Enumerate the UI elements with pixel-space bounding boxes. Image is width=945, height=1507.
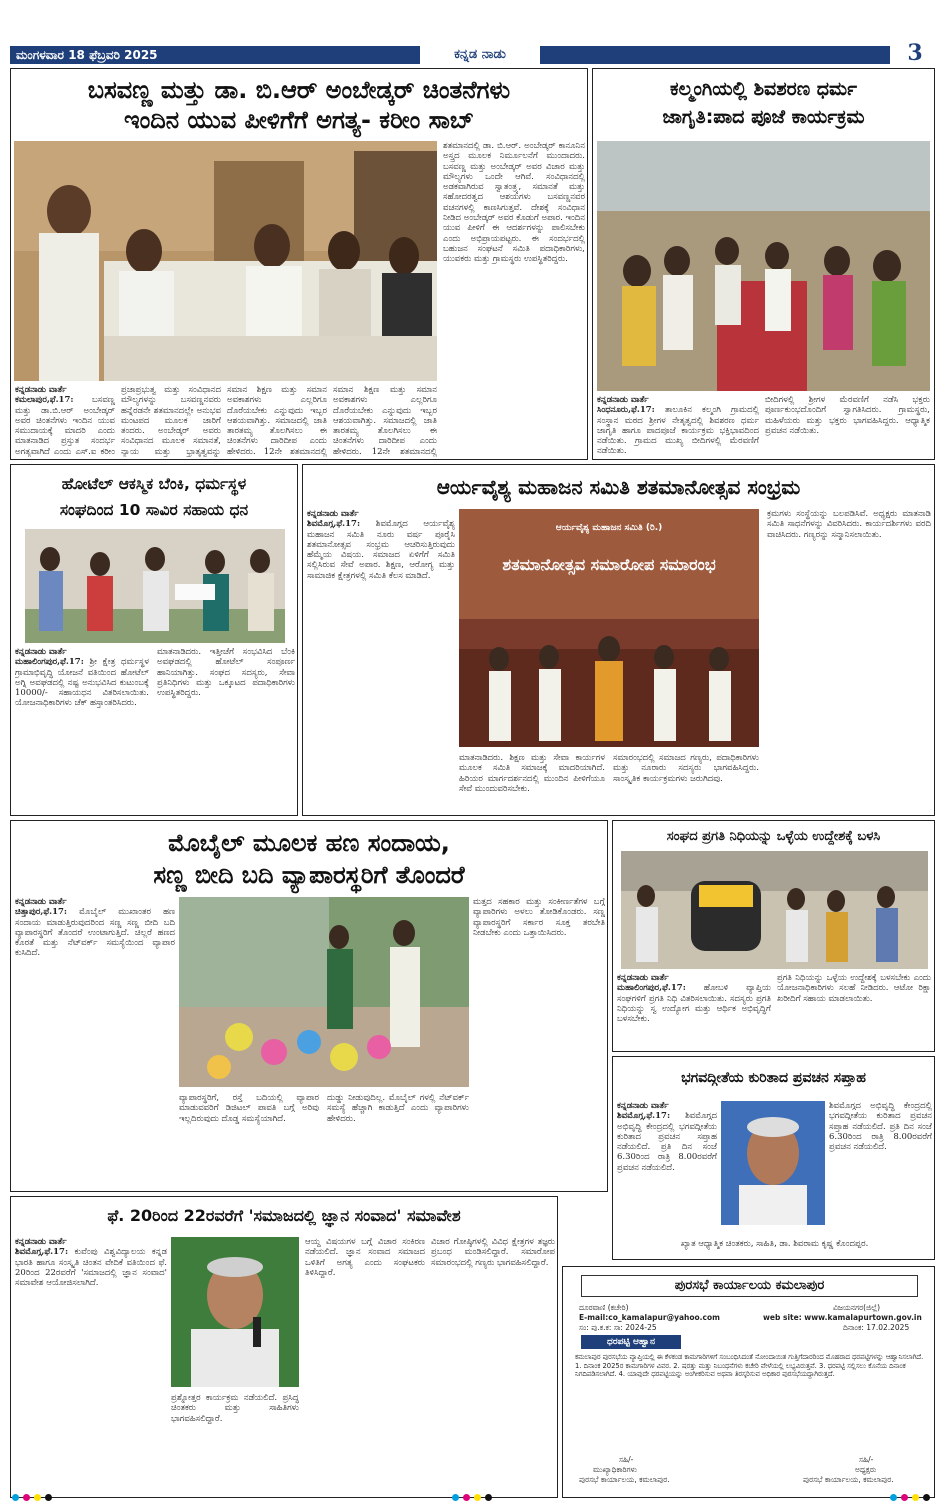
- byline: ಕನ್ನಡನಾಡು ವಾರ್ತೆ: [15, 897, 67, 907]
- notice-title: ಪುರಸಭೆ ಕಾರ್ಯಾಲಯ ಕಮಲಾಪುರ: [581, 1275, 918, 1297]
- story-aryavyshya: [302, 464, 935, 816]
- story-aryavyshya-below-right: ಸಮಾರಂಭದಲ್ಲಿ ಸಮಾಜದ ಗಣ್ಯರು, ಪದಾಧಿಕಾರಿಗಳು ಮತ್ತು ನೂರಾರು ಸದಸ್ಯರು ಭಾಗವಹಿಸಿದ್ದರು. ಸಾಂಸ್ಕೃತಿಕ ಕಾರ್ಯಕ್ರಮಗಳು ಜರುಗಿದವು.: [613, 753, 759, 784]
- story-jnana-samvada-col3: ಆಯ್ದ ವಿಷಯಗಳ ಬಗ್ಗೆ ವಿಚಾರ ಸಂಕಿರಣ ನಡೆಯಲಿದೆ. ಜ್ಞಾನ ಸಂವಾದ ಸಮಾಜದ ಒಳಿತಿಗೆ ಅಗತ್ಯ ಎಂದು ಸಂಘಟಕರು ತಿಳಿಸಿದ್ದಾರೆ.: [305, 1237, 425, 1278]
- headline-line-1: ಬಸವಣ್ಣ ಮತ್ತು ಡಾ. ಬಿ.ಆರ್ ಅಂಬೇಡ್ಕರ್ ಚಿಂತನೆಗಳು: [87, 76, 511, 104]
- story-hotel-fire-col2: ಮಾತನಾಡಿದರು. ಇತ್ತೀಚೆಗೆ ಸಂಭವಿಸಿದ ಬೆಂಕಿ ಅವಘಡದಲ್ಲಿ ಹೋಟೆಲ್ ಸಂಪೂರ್ಣ ಹಾನಿಯಾಗಿತ್ತು. ಸಂಘದ ಸದಸ್ಯರು, ಸೇವಾ ಪ್ರತಿನಿಧಿಗಳು ಮತ್ತು ಒಕ್ಕೂಟದ ಪದಾಧಿಕಾರಿಗಳು ಉಪಸ್ಥಿತರಿದ್ದರು.: [157, 647, 295, 699]
- registration-marks-right: [890, 1494, 930, 1501]
- edition-date: ಮಂಗಳವಾರ 18 ಫೆಬ್ರವರಿ 2025: [16, 48, 158, 62]
- story-kalmangi-col2: ಬೀದಿಗಳಲ್ಲಿ ಶ್ರೀಗಳ ಮೆರವಣಿಗೆ ನಡೆಸಿ ಭಕ್ತರು ಪೂರ್ಣಕುಂಭದೊಂದಿಗೆ ಸ್ವಾಗತಿಸಿದರು. ಗ್ರಾಮಸ್ಥರು, ಮಹಿಳೆಯರು ಮತ್ತು ಭಕ್ತರು ಭಾಗವಹಿಸಿದ್ದರು. ಆಧ್ಯಾತ್ಮಿಕ ಪ್ರವಚನ ನಡೆಯಿತು.: [765, 395, 930, 436]
- street-vendor-photo: [179, 897, 469, 1087]
- story-mobile-payment-headline: [11, 827, 607, 891]
- cheque-handover-photo: [25, 529, 285, 643]
- signature-right-office: ಪುರಸಭೆ ಕಾರ್ಯಾಲಯ, ಕಮಲಾಪುರ.: [803, 1475, 894, 1484]
- auto-rickshaw-photo: [621, 851, 928, 969]
- story-basavanna-col2: ಪ್ರಜಾಪ್ರಭುತ್ವ ಮತ್ತು ಸಂವಿಧಾನದ ಮೌಲ್ಯಗಳನ್ನು ಬಸವಣ್ಣನವರು ಹನ್ನೆರಡನೇ ಶತಮಾನದಲ್ಲೇ ಅನುಭವ ಮಂಟಪದ ಮೂಲಕ ಜಾರಿಗೆ ತಂದರು. ಅಂಬೇಡ್ಕರ್ ಅವರು ಸಂವಿಧಾನದ ಮೂಲಕ ಸಮಾನತೆ, ನ್ಯಾಯ ಮತ್ತು ಭ್ರಾತೃತ್ವವನ್ನು: [121, 385, 221, 457]
- speaker-portrait-graphic: [721, 1101, 825, 1225]
- notice-website: web site: www.kamalapurtown.gov.in: [763, 1313, 922, 1322]
- story-progress-fund-col2: ಪ್ರಗತಿ ನಿಧಿಯನ್ನು ಒಳ್ಳೆಯ ಉದ್ದೇಶಕ್ಕೆ ಬಳಸಬೇಕು ಎಂದು ಯೋಜನಾಧಿಕಾರಿಗಳು ಸಲಹೆ ನೀಡಿದರು. ಆಟೋ ರಿಕ್ಷಾ ಖರೀದಿಗೆ ಸಹಾಯ ಮಾಡಲಾಯಿತು.: [777, 973, 931, 1004]
- registration-marks-left: [12, 1494, 52, 1501]
- dateline: ಮಹಾಲಿಂಗಪುರ,ಫೆ.17:: [617, 983, 686, 994]
- story-jnana-samvada: [10, 1196, 558, 1498]
- byline: ಕನ್ನಡನಾಡು ವಾರ್ತೆ: [597, 395, 649, 405]
- banner-caption: ಶತಮಾನೋತ್ಸವ ಸಮಾರೋಪ ಸಮಾರಂಭ: [502, 555, 716, 574]
- dateline: ಶಿವಮೊಗ್ಗ,ಫೆ.17:: [15, 1247, 69, 1258]
- headline-line-2: ಸಣ್ಣ ಬೀದಿ ಬದಿ ವ್ಯಾಪಾರಸ್ಥರಿಗೆ ತೊಂದರೆ: [153, 861, 465, 889]
- story-mobile-payment-col-mid: ವ್ಯಾಪಾರಸ್ಥರಿಗೆ, ರಸ್ತೆ ಬದಿಯಲ್ಲಿ ವ್ಯಾಪಾರ ಮಾಡುವವರಿಗೆ ಡಿಜಿಟಲ್ ಪಾವತಿ ಬಗ್ಗೆ ಅರಿವು ಇಲ್ಲದಿರುವುದು ದೊಡ್ಡ ಸಮಸ್ಯೆಯಾಗಿದೆ.: [179, 1093, 319, 1124]
- story-bhagavadgita-col1: [617, 1101, 717, 1231]
- story-bhagavadgita-col2: ಶಿವಮೊಗ್ಗದ ಅಭಿವೃದ್ಧಿ ಕೇಂದ್ರದಲ್ಲಿ ಭಗವದ್ಗೀತೆಯ ಕುರಿತಾದ ಪ್ರವಚನ ಸಪ್ತಾಹ ನಡೆಯಲಿದೆ. ಪ್ರತಿ ದಿನ ಸಂಜೆ 6.30ರಿಂದ ರಾತ್ರಿ 8.00ರವರೆಗೆ ಪ್ರವಚನ ನಡೆಯಲಿದೆ.: [829, 1101, 932, 1153]
- speaker-caption: ಖ್ಯಾತ ಆಧ್ಯಾತ್ಮಿಕ ಚಿಂತಕರು, ಸಾಹಿತಿ, ಡಾ. ಶಿವರಾಮ ಕೃಷ್ಣ ಕೊಂದಪ್ಪರ.: [680, 1239, 869, 1249]
- dateline: ಸಿಂಧನೂರು,ಫೆ.17:: [597, 405, 655, 416]
- procession-photo-graphic: [597, 141, 930, 391]
- story-basavanna-col3: ಸಮಾನ ಶಿಕ್ಷಣ ಮತ್ತು ಸಮಾನ ಅವಕಾಶಗಳು ಎಲ್ಲರಿಗೂ ದೊರೆಯಬೇಕು ಎನ್ನುವುದು ಇಬ್ಬರ ಆಶಯವಾಗಿತ್ತು. ಸಮಾಜದಲ್ಲಿ ಜಾತಿ ತಾರತಮ್ಯ ತೊಲಗಿಸಲು ಈ ಚಿಂತನೆಗಳು ದಾರಿದೀಪ ಎಂದು ಹೇಳಿದರು. 12ನೇ ಶತಮಾನದಲ್ಲಿ: [227, 385, 327, 457]
- story-progress-fund-headline: ಸಂಘದ ಪ್ರಗತಿ ನಿಧಿಯನ್ನು ಒಳ್ಳೆಯ ಉದ್ದೇಶಕ್ಕೆ ಬಳಸಿ: [666, 829, 881, 844]
- story-kalmangi-col1: [597, 395, 759, 457]
- story-basavanna-col1: [15, 385, 115, 457]
- headline-line-2: ಇಂದಿನ ಯುವ ಪೀಳಿಗೆಗೆ ಅಗತ್ಯ- ಕರೀಂ ಸಾಬ್: [123, 106, 475, 134]
- dateline: ಕಮಲಾಪುರ,ಫೆ.17:: [15, 395, 74, 406]
- auto-rickshaw-graphic: [621, 851, 928, 969]
- body-text: ತಾಲೂಕಿನ ಕಲ್ಮಂಗಿ ಗ್ರಾಮದಲ್ಲಿ ಸಂಸ್ಥಾನ ಮಠದ ಶ್ರೀಗಳ ನೇತೃತ್ವದಲ್ಲಿ ಶಿವಶರಣ ಧರ್ಮ ಜಾಗೃತಿ ಹಾಗೂ ಪಾದಪೂಜೆ ಕಾರ್ಯಕ್ರಮ ಭಕ್ತಿಭಾವದಿಂದ ನಡೆಯಿತು. ಗ್ರಾಮದ ಮುಖ್ಯ ಬೀದಿಗಳಲ್ಲಿ ಮೆರವಣಿಗೆ ನಡೆಯಿತು.: [597, 405, 759, 457]
- story-aryavyshya-col1: [307, 509, 455, 747]
- registration-marks-center: [452, 1494, 492, 1501]
- story-jnana-samvada-col1: [15, 1237, 167, 1495]
- body-text: ಶಿವಮೊಗ್ಗದ ಅಭಿವೃದ್ಧಿ ಕೇಂದ್ರದಲ್ಲಿ ಭಗವದ್ಗೀತೆಯ ಕುರಿತಾದ ಪ್ರವಚನ ಸಪ್ತಾಹ ನಡೆಯಲಿದೆ. ಪ್ರತಿ ದಿನ ಸಂಜೆ 6.30ರಿಂದ ರಾತ್ರಿ 8.00ರವರೆಗೆ ಪ್ರವಚನ ನಡೆಯಲಿದೆ.: [617, 1111, 717, 1173]
- body-text: ಮೊಬೈಲ್ ಮುಖಾಂತರ ಹಣ ಸಂದಾಯ ಮಾಡುತ್ತಿರುವುದರಿಂದ ಸಣ್ಣ ಸಣ್ಣ ಬೀದಿ ಬದಿ ವ್ಯಾಪಾರಸ್ಥರಿಗೆ ತೊಂದರೆ ಉಂಟಾಗುತ್ತಿದೆ. ಚಿಲ್ಲರೆ ಹಣದ ಕೊರತೆ ಮತ್ತು ನೆಟ್‌ವರ್ಕ್ ಸಮಸ್ಯೆಯಿಂದ ವ್ಯಾಪಾರ ಕುಸಿದಿದೆ.: [15, 907, 175, 959]
- byline: ಕನ್ನಡನಾಡು ವಾರ್ತೆ: [15, 385, 67, 395]
- story-progress-fund: [612, 820, 935, 1052]
- meeting-photo: [14, 141, 437, 381]
- notice-district: ವಿಜಯನಗರ(ಜಿಲ್ಲೆ): [833, 1303, 881, 1312]
- byline: ಕನ್ನಡನಾಡು ವಾರ್ತೆ: [617, 1101, 669, 1111]
- signature-left-role: ಮುಖ್ಯಾಧಿಕಾರಿಗಳು: [593, 1465, 638, 1474]
- masthead: [10, 42, 935, 66]
- story-hotel-fire-headline: [11, 471, 297, 523]
- story-basavanna: [10, 68, 588, 460]
- story-hotel-fire: [10, 464, 298, 816]
- story-mobile-payment-col-mid2: ದುಡ್ಡು ನೀಡುವುದಿಲ್ಲ. ಮೊಬೈಲ್ ಗಳಲ್ಲಿ ನೆಟ್‌ವರ್ಕ್ ಸಮಸ್ಯೆ ಹೆಚ್ಚಾಗಿ ಕಾಡುತ್ತಿದೆ ಎಂದು ವ್ಯಾಪಾರಿಗಳು ಹೇಳಿದರು.: [327, 1093, 469, 1124]
- centenary-stage-graphic: [459, 509, 759, 747]
- byline: ಕನ್ನಡನಾಡು ವಾರ್ತೆ: [15, 1237, 67, 1247]
- story-mobile-payment-col1: [15, 897, 175, 1189]
- story-mobile-payment: [10, 820, 608, 1192]
- signature-left-mark: ಸಹಿ/-: [619, 1455, 634, 1464]
- banner-org-name: ಆರ್ಯವೈಶ್ಯ ಮಹಾಜನ ಸಮಿತಿ (ರಿ.): [555, 523, 663, 533]
- dateline: ಮಹಾಲಿಂಗಪುರ,ಫೆ.17:: [15, 657, 84, 668]
- notice-email: E-mail:co_kamalapur@yahoo.com: [579, 1313, 720, 1322]
- notice-body: ಕಮಲಾಪುರ ಪುರಸಭೆಯ ವ್ಯಾಪ್ತಿಯಲ್ಲಿ ಈ ಕೆಳಕಂಡ ಕಾಮಗಾರಿಗಳಿಗೆ ಸಂಬಂಧಿಸಿದಂತೆ ನೋಂದಾಯಿತ ಗುತ್ತಿಗೆದಾರರಿಂದ ಮೊಹರಾದ ಧರಪಟ್ಟಿಗಳನ್ನು ಆಹ್ವಾನಿಸಲಾಗಿದೆ. 1. ದಿನಾಂಕ 2025ರ ಕಾಮಗಾರಿಗಳ ವಿವರ. 2. ಷರತ್ತು ಮತ್ತು ನಿಬಂಧನೆಗಳು ಕಚೇರಿ ವೇಳೆಯಲ್ಲಿ ಲಭ್ಯವಿರುತ್ತವೆ. 3. ಧರಪಟ್ಟಿ ಸಲ್ಲಿಸಲು ಕೊನೆಯ ದಿನಾಂಕ ನಿಗದಿಪಡಿಸಲಾಗಿದೆ. 4. ಯಾವುದೇ ಧರಪಟ್ಟಿಯನ್ನು ಅಂಗೀಕರಿಸುವ ಅಥವಾ ತಿರಸ್ಕರಿಸುವ ಅಧಿಕಾರ ಪುರಸಭೆಯದ್ದಾಗಿರುತ್ತದೆ.: [575, 1353, 924, 1379]
- headline-line-2: ಸಂಘದಿಂದ 10 ಸಾವಿರ ಸಹಾಯ ಧನ: [59, 501, 249, 519]
- body-text: ಕುವೆಂಪು ವಿಶ್ವವಿದ್ಯಾಲಯ ಕನ್ನಡ ಭಾರತಿ ಹಾಗೂ ಸಂಸ್ಕೃತಿ ಚಿಂತನ ವೇದಿಕೆ ವತಿಯಿಂದ ಫೆ. 20ರಿಂದ 22ರವರೆಗೆ 'ಸಮಾಜದಲ್ಲಿ ಜ್ಞಾನ ಸಂವಾದ' ಸಮಾವೇಶ ಆಯೋಜಿಸಲಾಗಿದೆ.: [15, 1247, 167, 1289]
- signature-right-mark: ಸಹಿ/-: [859, 1455, 874, 1464]
- street-vendor-graphic: [179, 897, 469, 1087]
- procession-photo: [597, 141, 930, 391]
- notice-phone: ದೂರವಾಣಿ (ಕಚೇರಿ): [579, 1303, 629, 1312]
- story-jnana-samvada-col4: ವಿಚಾರ ಗೋಷ್ಠಿಗಳಲ್ಲಿ ವಿವಿಧ ಕ್ಷೇತ್ರಗಳ ತಜ್ಞರು ಪ್ರಬಂಧ ಮಂಡಿಸಲಿದ್ದಾರೆ. ಸಮಾರೋಪ ಸಮಾರಂಭದಲ್ಲಿ ಗಣ್ಯರು ಭಾಗವಹಿಸಲಿದ್ದಾರೆ.: [431, 1237, 555, 1268]
- notice-date: ದಿನಾಂಕ: 17.02.2025: [843, 1323, 910, 1332]
- dateline: ಶಿವಮೊಗ್ಗ,ಫೆ.17:: [617, 1111, 671, 1122]
- dateline: ಚಿತ್ತಾಪುರ,ಫೆ.17:: [15, 907, 68, 918]
- headline-line-1: ಕಲ್ಮಂಗಿಯಲ್ಲಿ ಶಿವಶರಣ ಧರ್ಮ: [670, 78, 857, 100]
- story-aryavyshya-headline: ಆರ್ಯವೈಶ್ಯ ಮಹಾಜನ ಸಮಿತಿ ಶತಮಾನೋತ್ಸವ ಸಂಭ್ರಮ: [436, 475, 801, 499]
- story-basavanna-col4: ಶತಮಾನದಲ್ಲಿ ಡಾ. ಬಿ.ಆರ್. ಅಂಬೇಡ್ಕರ್ ಕಾನೂನಿನ ಅಸ್ತ್ರದ ಮೂಲಕ ನಿರ್ಮೂಲನೆಗೆ ಮುಂದಾದರು. ಬಸವಣ್ಣ ಮತ್ತು ಅಂಬೇಡ್ಕರ್ ಅವರ ವಿಚಾರ ಮತ್ತು ಮೌಲ್ಯಗಳು ಒಂದೇ ಆಗಿವೆ. ಸಂವಿಧಾನದಲ್ಲಿ ಅಡಕವಾಗಿರುವ ಸ್ವಾತಂತ್ರ್ಯ, ಸಮಾನತೆ ಮತ್ತು ಸಹೋದರತ್ವದ ಆಶಯಗಳು ಬಸವಣ್ಣನವರ ವಚನಗಳಲ್ಲಿ ಕಾಣಸಿಗುತ್ತವೆ. ದೇಶಕ್ಕೆ ಸಂವಿಧಾನ ನೀಡಿದ ಅಂಬೇಡ್ಕರ್ ಅವರ ಕೊಡುಗೆ ಅಪಾರ. ಇಂದಿನ ಯುವ ಪೀಳಿಗೆ ಈ ಆದರ್ಶಗಳನ್ನು ಪಾಲಿಸಬೇಕು ಎಂದು ಅಭಿಪ್ರಾಯಪಟ್ಟರು. ಈ ಸಂದರ್ಭದಲ್ಲಿ ಬಹುಜನ ಸಂಘಟನೆ ಸಮಿತಿ ಪದಾಧಿಕಾರಿಗಳು, ಯುವಕರು ಮತ್ತು ಗ್ರಾಮಸ್ಥರು ಉಪಸ್ಥಿತರಿದ್ದರು.: [443, 141, 585, 265]
- body-text: ಬಸವಣ್ಣ ಮತ್ತು ಡಾ.ಬಿ.ಆರ್ ಅಂಬೇಡ್ಕರ್ ಅವರ ಚಿಂತನೆಗಳು ಇಂದಿನ ಯುವ ಸಮುದಾಯಕ್ಕೆ ಮಾದರಿ ಎಂದು ಮಾತನಾಡಿದ ಪ್ರಸ್ತುತ ಸಂದರ್ಭ ಅಗತ್ಯವಾಗಿದೆ ಎಂದು ಎಸ್.ಐ ಕರೀಂ: [15, 395, 115, 457]
- story-hotel-fire-col1: [15, 647, 149, 813]
- centenary-stage-photo: [459, 509, 759, 747]
- byline: ಕನ್ನಡನಾಡು ವಾರ್ತೆ: [617, 973, 669, 983]
- byline: ಕನ್ನಡನಾಡು ವಾರ್ತೆ: [307, 509, 359, 519]
- speaker-mic-graphic: [171, 1237, 299, 1387]
- notice-reference: ಸಂ: ಪು.ಕ.ಕ: ಸಾ: 2024-25: [579, 1323, 657, 1332]
- story-bhagavadgita: [612, 1056, 935, 1260]
- story-bhagavadgita-headline: ಭಗವದ್ಗೀತೆಯ ಕುರಿತಾದ ಪ್ರವಚನ ಸಪ್ತಾಹ: [681, 1070, 866, 1086]
- story-jnana-samvada-col2: ಪ್ರಶ್ನೋತ್ತರ ಕಾರ್ಯಕ್ರಮ ನಡೆಯಲಿದೆ. ಪ್ರಸಿದ್ಧ ಚಿಂತಕರು ಮತ್ತು ಸಾಹಿತಿಗಳು ಭಾಗವಹಿಸಲಿದ್ದಾರೆ.: [171, 1393, 299, 1424]
- newspaper-brand: ಕನ್ನಡ ನಾಡು: [454, 47, 506, 62]
- notice-subtitle: ಧರಪಟ್ಟಿ ಆಹ್ವಾನ: [581, 1335, 681, 1349]
- byline: ಕನ್ನಡನಾಡು ವಾರ್ತೆ: [15, 647, 67, 657]
- speaker-portrait: [721, 1101, 825, 1225]
- dateline: ಶಿವಮೊಗ್ಗ,ಫೆ.17:: [307, 519, 361, 530]
- story-jnana-samvada-headline: ಫೆ. 20ರಿಂದ 22ರವರೆಗೆ 'ಸಮಾಜದಲ್ಲಿ ಜ್ಞಾನ ಸಂವಾದ' ಸಮಾವೇಶ: [107, 1206, 461, 1225]
- body-text: ಹೋಬಳಿ ವ್ಯಾಪ್ತಿಯ ಸಂಘಗಳಿಗೆ ಪ್ರಗತಿ ನಿಧಿ ವಿತರಿಸಲಾಯಿತು. ಸದಸ್ಯರು ಪ್ರಗತಿ ನಿಧಿಯನ್ನು ಸ್ವ ಉದ್ಯೋಗ ಮತ್ತು ಆರ್ಥಿಕ ಅಭಿವೃದ್ಧಿಗೆ ಬಳಸಬೇಕು.: [617, 983, 771, 1025]
- speaker-mic-photo: [171, 1237, 299, 1387]
- story-kalmangi-headline: [593, 75, 934, 131]
- brand-box: [420, 44, 540, 66]
- signature-right-role: ಅಧ್ಯಕ್ಷರು: [855, 1465, 877, 1474]
- story-mobile-payment-col-right: ಮತ್ತದ ಸಹಕಾರ ಮತ್ತು ಸಂಕೀರ್ಣತೆಗಳ ಬಗ್ಗೆ ವ್ಯಾಪಾರಿಗಳು ಅಳಲು ತೋಡಿಕೊಂಡರು. ಸಣ್ಣ ವ್ಯಾಪಾರಸ್ಥರಿಗೆ ಸರ್ಕಾರ ಸೂಕ್ತ ತರಬೇತಿ ನೀಡಬೇಕು ಎಂದು ಒತ್ತಾಯಿಸಿದರು.: [473, 897, 605, 938]
- signature-left-office: ಪುರಸಭೆ ಕಾರ್ಯಾಲಯ, ಕಮಲಾಪುರ.: [579, 1475, 670, 1484]
- cheque-handover-graphic: [25, 529, 285, 643]
- headline-line-1: ಮೊಬೈಲ್ ಮೂಲಕ ಹಣ ಸಂದಾಯ,: [168, 829, 450, 857]
- meeting-photo-graphic: [14, 141, 437, 381]
- headline-line-1: ಹೋಟೆಲ್ ಆಕಸ್ಮಿಕ ಬೆಂಕಿ, ಧರ್ಮಸ್ಥಳ: [61, 475, 247, 493]
- story-aryavyshya-below-left: ಮಾತನಾಡಿದರು. ಶಿಕ್ಷಣ ಮತ್ತು ಸೇವಾ ಕಾರ್ಯಗಳ ಮೂಲಕ ಸಮಿತಿ ಸಮಾಜಕ್ಕೆ ಮಾದರಿಯಾಗಿದೆ. ಹಿರಿಯರ ಮಾರ್ಗದರ್ಶನದಲ್ಲಿ ಮುಂದಿನ ಪೀಳಿಗೆಯೂ ಸೇವೆ ಮುಂದುವರಿಸಬೇಕು.: [459, 753, 605, 794]
- headline-line-2: ಜಾಗೃತಿ:ಪಾದ ಪೂಜೆ ಕಾರ್ಯಕ್ರಮ: [662, 106, 865, 128]
- story-aryavyshya-col-right: ಕ್ರಮಗಳು ಸಂಸ್ಥೆಯನ್ನು ಬಲಪಡಿಸಿವೆ. ಅಧ್ಯಕ್ಷರು ಮಾತನಾಡಿ ಸಮಿತಿ ಸಾಧನೆಗಳನ್ನು ವಿವರಿಸಿದರು. ಕಾರ್ಯದರ್ಶಿಗಳು ವರದಿ ವಾಚಿಸಿದರು. ಗಣ್ಯರನ್ನು ಸನ್ಮಾನಿಸಲಾಯಿತು.: [767, 509, 931, 540]
- municipal-tender-notice: [562, 1266, 935, 1498]
- story-basavanna-headline: [11, 75, 587, 135]
- body-text: ಶಿವಮೊಗ್ಗದ ಆರ್ಯವೈಶ್ಯ ಮಹಾಜನ ಸಮಿತಿ ನೂರು ವರ್ಷ ಪೂರೈಸಿ ಶತಮಾನೋತ್ಸವ ಸಂಭ್ರಮ ಆಚರಿಸುತ್ತಿರುವುದು ಹೆಮ್ಮೆಯ ವಿಷಯ. ಸಮಾಜದ ಏಳಿಗೆಗೆ ಸಮಿತಿ ಸಲ್ಲಿಸಿರುವ ಸೇವೆ ಅಪಾರ. ಶಿಕ್ಷಣ, ಆರೋಗ್ಯ ಮತ್ತು ಸಾಮಾಜಿಕ ಕ್ಷೇತ್ರಗಳಲ್ಲಿ ಸಮಿತಿ ಕೆಲಸ ಮಾಡಿದೆ.: [307, 519, 455, 581]
- story-basavanna-col3b: ಸಮಾನ ಶಿಕ್ಷಣ ಮತ್ತು ಸಮಾನ ಅವಕಾಶಗಳು ಎಲ್ಲರಿಗೂ ದೊರೆಯಬೇಕು ಎನ್ನುವುದು ಇಬ್ಬರ ಆಶಯವಾಗಿತ್ತು. ಸಮಾಜದಲ್ಲಿ ಜಾತಿ ತಾರತಮ್ಯ ತೊಲಗಿಸಲು ಈ ಚಿಂತನೆಗಳು ದಾರಿದೀಪ ಎಂದು ಹೇಳಿದರು. 12ನೇ ಶತಮಾನದಲ್ಲಿ: [333, 385, 437, 457]
- story-progress-fund-col1: [617, 973, 771, 1049]
- page-number: 3: [907, 40, 923, 66]
- body-text: ಶ್ರೀ ಕ್ಷೇತ್ರ ಧರ್ಮಸ್ಥಳ ಗ್ರಾಮಾಭಿವೃದ್ಧಿ ಯೋಜನೆ ವತಿಯಿಂದ ಹೋಟೆಲ್ ಅಗ್ನಿ ಅವಘಡದಲ್ಲಿ ನಷ್ಟ ಅನುಭವಿಸಿದ ಕುಟುಂಬಕ್ಕೆ 10000/- ಸಹಾಯಧನ ವಿತರಿಸಲಾಯಿತು. ಯೋಜನಾಧಿಕಾರಿಗಳು ಚೆಕ್ ಹಸ್ತಾಂತರಿಸಿದರು.: [15, 657, 149, 709]
- story-kalmangi: [592, 68, 935, 460]
